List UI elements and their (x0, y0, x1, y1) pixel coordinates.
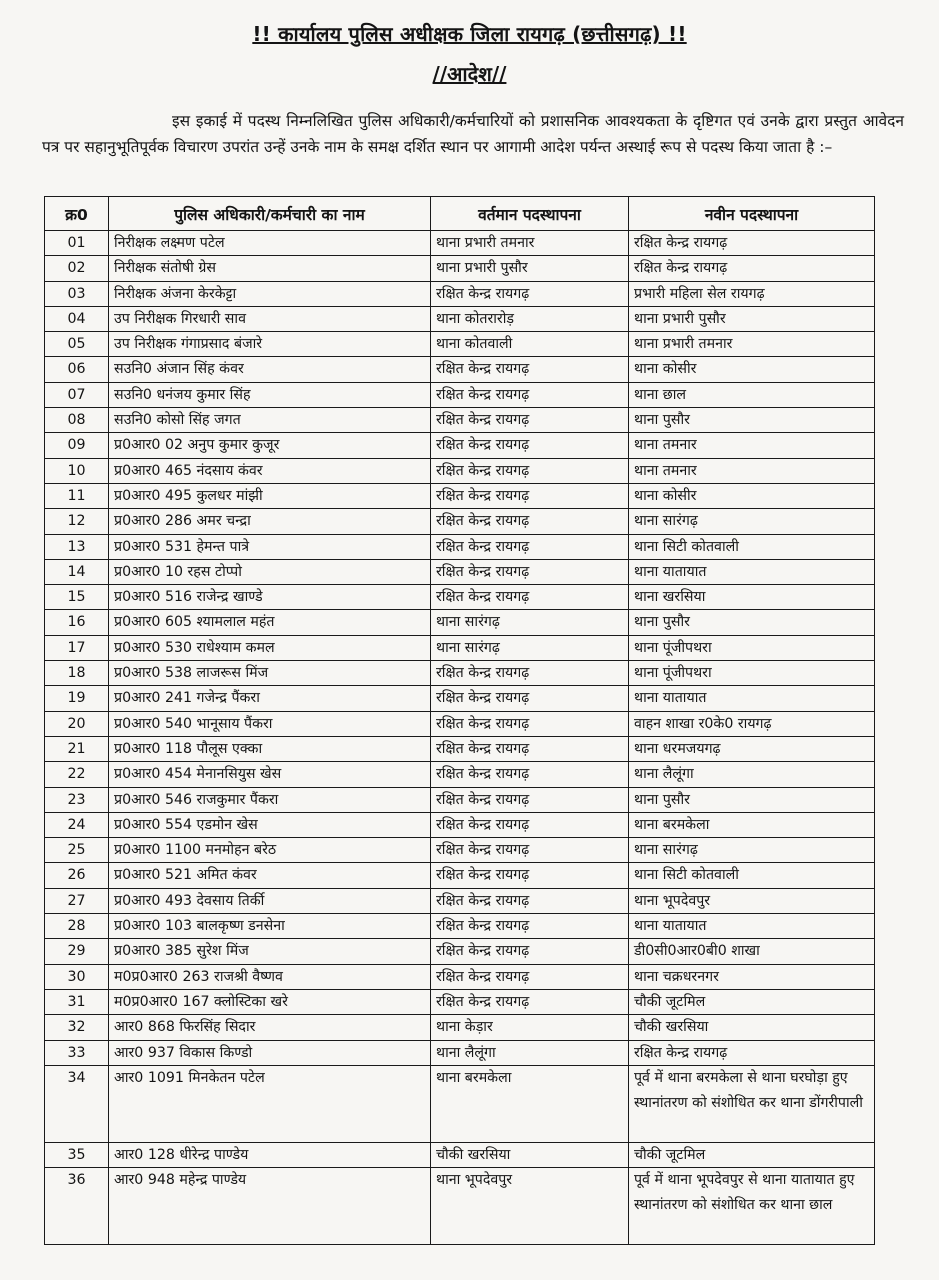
cell-current-posting: थाना बरमकेला (431, 1065, 629, 1142)
cell-new-posting: थाना कोसीर (629, 483, 875, 508)
cell-serial: 23 (45, 787, 109, 812)
cell-name: उप निरीक्षक गिरधारी साव (109, 306, 431, 331)
table-row (45, 914, 875, 939)
cell-current-posting: रक्षित केन्द्र रायगढ़ (431, 989, 629, 1014)
cell-name: प्र0आर0 540 भानूसाय पैंकरा (109, 711, 431, 736)
cell-serial: 15 (45, 585, 109, 610)
cell-new-posting: थाना पुसौर (629, 610, 875, 635)
table-row (45, 281, 875, 306)
cell-current-posting: रक्षित केन्द्र रायगढ़ (431, 838, 629, 863)
table-row (45, 357, 875, 382)
cell-serial: 06 (45, 357, 109, 382)
cell-name: आर0 1091 मिनकेतन पटेल (109, 1065, 431, 1142)
table-row (45, 686, 875, 711)
cell-new-posting: थाना सिटी कोतवाली (629, 863, 875, 888)
cell-new-posting: थाना कोसीर (629, 357, 875, 382)
cell-new-posting: थाना पूंजीपथरा (629, 635, 875, 660)
cell-name: प्र0आर0 495 कुलधर मांझी (109, 483, 431, 508)
table-row (45, 939, 875, 964)
cell-new-posting: थाना यातायात (629, 914, 875, 939)
table-row (45, 382, 875, 407)
cell-new-posting: रक्षित केन्द्र रायगढ़ (629, 256, 875, 281)
cell-current-posting: रक्षित केन्द्र रायगढ़ (431, 661, 629, 686)
cell-new-posting: रक्षित केन्द्र रायगढ़ (629, 1040, 875, 1065)
cell-current-posting: थाना सारंगढ़ (431, 610, 629, 635)
cell-new-posting: पूर्व में थाना बरमकेला से थाना घरघोड़ा हुए स्थानांतरण को संशोधित कर थाना डोंगरीपाली (629, 1065, 875, 1142)
col-header-current-posting: वर्तमान पदस्थापना (431, 197, 629, 231)
cell-serial: 29 (45, 939, 109, 964)
cell-current-posting: थाना केड़ार (431, 1015, 629, 1040)
cell-current-posting: रक्षित केन्द्र रायगढ़ (431, 483, 629, 508)
cell-serial: 12 (45, 509, 109, 534)
cell-serial: 27 (45, 888, 109, 913)
transfer-table (44, 196, 875, 1245)
cell-name: प्र0आर0 02 अनुप कुमार कुजूर (109, 433, 431, 458)
cell-name: प्र0आर0 530 राधेश्याम कमल (109, 635, 431, 660)
cell-current-posting: रक्षित केन्द्र रायगढ़ (431, 863, 629, 888)
table-row (45, 1142, 875, 1167)
cell-name: प्र0आर0 10 रहस टोप्पो (109, 559, 431, 584)
col-header-name: पुलिस अधिकारी/कर्मचारी का नाम (109, 197, 431, 231)
cell-serial: 09 (45, 433, 109, 458)
cell-new-posting: वाहन शाखा र0के0 रायगढ़ (629, 711, 875, 736)
table-row (45, 736, 875, 761)
cell-current-posting: रक्षित केन्द्र रायगढ़ (431, 914, 629, 939)
cell-current-posting: थाना भूपदेवपुर (431, 1168, 629, 1245)
cell-serial: 07 (45, 382, 109, 407)
cell-new-posting: थाना धरमजयगढ़ (629, 736, 875, 761)
cell-current-posting: थाना प्रभारी तमनार (431, 231, 629, 256)
cell-serial: 17 (45, 635, 109, 660)
cell-new-posting: थाना पुसौर (629, 408, 875, 433)
cell-current-posting: रक्षित केन्द्र रायगढ़ (431, 281, 629, 306)
cell-name: प्र0आर0 286 अमर चन्द्रा (109, 509, 431, 534)
cell-current-posting: रक्षित केन्द्र रायगढ़ (431, 433, 629, 458)
cell-new-posting: थाना तमनार (629, 458, 875, 483)
office-title: !! कार्यालय पुलिस अधीक्षक जिला रायगढ़ (छत्तीसगढ़) !! (252, 22, 687, 46)
cell-name: प्र0आर0 605 श्यामलाल महंत (109, 610, 431, 635)
cell-serial: 35 (45, 1142, 109, 1167)
cell-new-posting: चौकी जूटमिल (629, 989, 875, 1014)
cell-name: प्र0आर0 538 लाजरूस मिंज (109, 661, 431, 686)
cell-current-posting: चौकी खरसिया (431, 1142, 629, 1167)
cell-name: आर0 937 विकास किण्डो (109, 1040, 431, 1065)
cell-serial: 25 (45, 838, 109, 863)
cell-new-posting: थाना चक्रधरनगर (629, 964, 875, 989)
table-row (45, 458, 875, 483)
table-row (45, 559, 875, 584)
cell-name: उप निरीक्षक गंगाप्रसाद बंजारे (109, 332, 431, 357)
cell-new-posting: थाना सारंगढ़ (629, 838, 875, 863)
cell-current-posting: रक्षित केन्द्र रायगढ़ (431, 736, 629, 761)
table-row (45, 256, 875, 281)
cell-name: सउनि0 अंजान सिंह कंवर (109, 357, 431, 382)
cell-new-posting: प्रभारी महिला सेल रायगढ़ (629, 281, 875, 306)
table-row (45, 964, 875, 989)
cell-serial: 16 (45, 610, 109, 635)
cell-new-posting: थाना यातायात (629, 686, 875, 711)
cell-current-posting: रक्षित केन्द्र रायगढ़ (431, 534, 629, 559)
cell-new-posting: थाना पूंजीपथरा (629, 661, 875, 686)
cell-current-posting: रक्षित केन्द्र रायगढ़ (431, 787, 629, 812)
cell-current-posting: रक्षित केन्द्र रायगढ़ (431, 686, 629, 711)
table-header-row (45, 197, 875, 231)
cell-current-posting: रक्षित केन्द्र रायगढ़ (431, 559, 629, 584)
cell-name: आर0 128 धीरेन्द्र पाण्डेय (109, 1142, 431, 1167)
table-row (45, 231, 875, 256)
cell-current-posting: थाना सारंगढ़ (431, 635, 629, 660)
cell-serial: 03 (45, 281, 109, 306)
cell-name: प्र0आर0 493 देवसाय तिर्की (109, 888, 431, 913)
table-row (45, 1015, 875, 1040)
cell-name: प्र0आर0 516 राजेन्द्र खाण्डे (109, 585, 431, 610)
cell-serial: 11 (45, 483, 109, 508)
cell-serial: 18 (45, 661, 109, 686)
table-row (45, 433, 875, 458)
cell-new-posting: थाना पुसौर (629, 787, 875, 812)
table-row (45, 1168, 875, 1245)
table-row (45, 306, 875, 331)
cell-name: प्र0आर0 554 एडमोन खेस (109, 812, 431, 837)
cell-current-posting: रक्षित केन्द्र रायगढ़ (431, 711, 629, 736)
cell-serial: 01 (45, 231, 109, 256)
cell-current-posting: रक्षित केन्द्र रायगढ़ (431, 458, 629, 483)
cell-name: प्र0आर0 1100 मनमोहन बरेठ (109, 838, 431, 863)
intro-paragraph: इस इकाई में पदस्थ निम्नलिखित पुलिस अधिकारी/कर्मचारियों को प्रशासनिक आवश्यकता के दृष्टिगत एवं उनके द्वारा प्रस्तुत आवेदन पत्र पर सहानुभूतिपूर्वक विचारण उपरांत उन्हें उनके नाम के समक्ष दर्शित स्थान पर आगामी आदेश पर्यन्त अस्थाई रूप से पदस्थ किया जाता है :– (42, 112, 904, 156)
cell-new-posting: थाना बरमकेला (629, 812, 875, 837)
table-row (45, 483, 875, 508)
cell-name: प्र0आर0 521 अमित कंवर (109, 863, 431, 888)
cell-serial: 13 (45, 534, 109, 559)
cell-serial: 20 (45, 711, 109, 736)
cell-new-posting: थाना खरसिया (629, 585, 875, 610)
cell-current-posting: रक्षित केन्द्र रायगढ़ (431, 812, 629, 837)
cell-serial: 04 (45, 306, 109, 331)
table-row (45, 635, 875, 660)
col-header-serial: क्र0 (45, 197, 109, 231)
cell-serial: 08 (45, 408, 109, 433)
cell-name: प्र0आर0 546 राजकुमार पैंकरा (109, 787, 431, 812)
cell-current-posting: थाना कोतरारोड़ (431, 306, 629, 331)
cell-new-posting: थाना प्रभारी तमनार (629, 332, 875, 357)
cell-name: सउनि0 कोसो सिंह जगत (109, 408, 431, 433)
table-row (45, 711, 875, 736)
table-row (45, 812, 875, 837)
cell-name: प्र0आर0 103 बालकृष्ण डनसेना (109, 914, 431, 939)
cell-current-posting: रक्षित केन्द्र रायगढ़ (431, 964, 629, 989)
table-row (45, 534, 875, 559)
cell-new-posting: थाना सारंगढ़ (629, 509, 875, 534)
table-row (45, 610, 875, 635)
order-heading: //आदेश// (432, 62, 507, 86)
cell-name: प्र0आर0 465 नंदसाय कंवर (109, 458, 431, 483)
table-row (45, 863, 875, 888)
cell-new-posting: चौकी खरसिया (629, 1015, 875, 1040)
table-row (45, 332, 875, 357)
cell-serial: 31 (45, 989, 109, 1014)
cell-new-posting: चौकी जूटमिल (629, 1142, 875, 1167)
cell-serial: 10 (45, 458, 109, 483)
cell-new-posting: थाना यातायात (629, 559, 875, 584)
cell-name: आर0 868 फिरसिंह सिदार (109, 1015, 431, 1040)
cell-new-posting: थाना सिटी कोतवाली (629, 534, 875, 559)
cell-new-posting: डी0सी0आर0बी0 शाखा (629, 939, 875, 964)
cell-name: निरीक्षक अंजना केरकेट्टा (109, 281, 431, 306)
cell-current-posting: रक्षित केन्द्र रायगढ़ (431, 888, 629, 913)
table-row (45, 787, 875, 812)
cell-name: प्र0आर0 385 सुरेश मिंज (109, 939, 431, 964)
cell-new-posting: थाना छाल (629, 382, 875, 407)
cell-name: प्र0आर0 531 हेमन्त पात्रे (109, 534, 431, 559)
table-row (45, 1040, 875, 1065)
cell-serial: 26 (45, 863, 109, 888)
cell-new-posting: थाना प्रभारी पुसौर (629, 306, 875, 331)
table-row (45, 888, 875, 913)
table-row (45, 838, 875, 863)
cell-current-posting: थाना लैलूंगा (431, 1040, 629, 1065)
cell-serial: 24 (45, 812, 109, 837)
cell-serial: 05 (45, 332, 109, 357)
cell-current-posting: थाना प्रभारी पुसौर (431, 256, 629, 281)
cell-serial: 22 (45, 762, 109, 787)
cell-current-posting: रक्षित केन्द्र रायगढ़ (431, 357, 629, 382)
table-row (45, 408, 875, 433)
cell-current-posting: रक्षित केन्द्र रायगढ़ (431, 509, 629, 534)
cell-name: निरीक्षक लक्ष्मण पटेल (109, 231, 431, 256)
cell-serial: 30 (45, 964, 109, 989)
cell-new-posting: थाना तमनार (629, 433, 875, 458)
cell-current-posting: रक्षित केन्द्र रायगढ़ (431, 585, 629, 610)
table-row (45, 509, 875, 534)
cell-name: सउनि0 धनंजय कुमार सिंह (109, 382, 431, 407)
cell-name: निरीक्षक संतोषी ग्रेस (109, 256, 431, 281)
cell-new-posting: पूर्व में थाना भूपदेवपुर से थाना यातायात हुए स्थानांतरण को संशोधित कर थाना छाल (629, 1168, 875, 1245)
cell-serial: 33 (45, 1040, 109, 1065)
cell-new-posting: रक्षित केन्द्र रायगढ़ (629, 231, 875, 256)
cell-new-posting: थाना लैलूंगा (629, 762, 875, 787)
cell-serial: 36 (45, 1168, 109, 1245)
cell-serial: 02 (45, 256, 109, 281)
cell-name: म0प्र0आर0 263 राजश्री वैष्णव (109, 964, 431, 989)
cell-serial: 14 (45, 559, 109, 584)
table-row (45, 1065, 875, 1142)
cell-current-posting: रक्षित केन्द्र रायगढ़ (431, 408, 629, 433)
table-row (45, 661, 875, 686)
table-row (45, 585, 875, 610)
col-header-new-posting: नवीन पदस्थापना (629, 197, 875, 231)
cell-name: आर0 948 महेन्द्र पाण्डेय (109, 1168, 431, 1245)
cell-name: प्र0आर0 118 पौलूस एक्का (109, 736, 431, 761)
cell-serial: 32 (45, 1015, 109, 1040)
cell-name: म0प्र0आर0 167 क्लोस्टिका खरे (109, 989, 431, 1014)
cell-current-posting: रक्षित केन्द्र रायगढ़ (431, 939, 629, 964)
cell-serial: 21 (45, 736, 109, 761)
cell-current-posting: रक्षित केन्द्र रायगढ़ (431, 382, 629, 407)
table-row (45, 762, 875, 787)
cell-name: प्र0आर0 454 मेनानसियुस खेस (109, 762, 431, 787)
cell-current-posting: थाना कोतवाली (431, 332, 629, 357)
cell-serial: 28 (45, 914, 109, 939)
cell-current-posting: रक्षित केन्द्र रायगढ़ (431, 762, 629, 787)
cell-serial: 19 (45, 686, 109, 711)
cell-new-posting: थाना भूपदेवपुर (629, 888, 875, 913)
table-row (45, 989, 875, 1014)
cell-name: प्र0आर0 241 गजेन्द्र पैंकरा (109, 686, 431, 711)
cell-serial: 34 (45, 1065, 109, 1142)
